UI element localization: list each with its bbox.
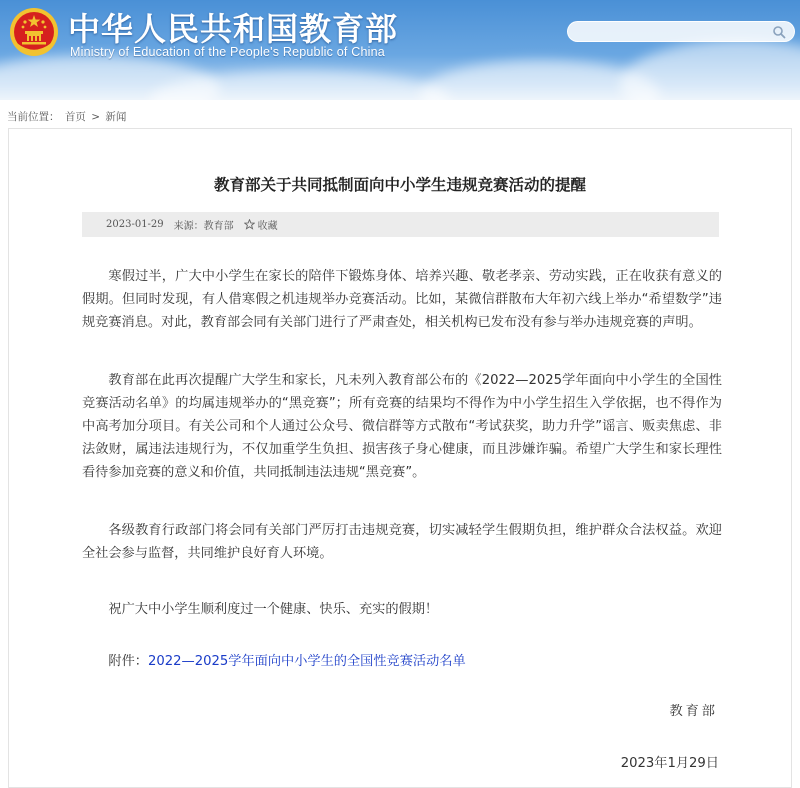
signature: 教育部 — [669, 704, 718, 719]
star-icon — [244, 219, 255, 230]
attachment-label: 附件： — [108, 654, 148, 669]
favorite-button[interactable] — [244, 217, 278, 232]
breadcrumb — [7, 109, 128, 124]
attachment-link[interactable]: 2022—2025学年面向中小学生的全国性竞赛活动名单 — [147, 654, 466, 669]
article-paragraph: 祝广大中小学生顺利度过一个健康、快乐、充实的假期！ — [108, 602, 439, 617]
article-paragraph: 教育部在此再次提醒广大学生和家长，凡未列入教育部公布的《2022—2025学年面向中小学生的全国性竞赛活动名单》的均属违规举办的“黑竞赛”；所有竞赛的结果均不得作为中小学生招生入学依据，也不得作为中高考加分项目。有关公司和个人通过公众号、微信群等方式散布“考试获奖，助力升学”谣言、贩卖焦虑、非法敛财，属违法违规行为，不仅加重学生负担、损害孩子身心健康，而且涉嫌诈骗。希望广大学生和家长理性看待参加竞赛的意义和价值，共同抵制违法违规“黑竞赛”。 — [82, 373, 722, 480]
article-title: 教育部关于共同抵制面向中小学生违规竞赛活动的提醒 — [213, 176, 586, 194]
article-meta-bar — [82, 212, 719, 237]
search-icon[interactable] — [772, 25, 786, 39]
breadcrumb-home-link[interactable]: 首页 — [64, 111, 86, 123]
favorite-label: 收藏 — [257, 221, 278, 232]
sign-date: 2023年1月29日 — [620, 756, 719, 771]
site-header — [0, 0, 800, 100]
site-title[interactable]: 中华人民共和国教育部 — [68, 10, 399, 48]
breadcrumb-prefix: 当前位置： — [7, 111, 60, 123]
breadcrumb-separator: > — [91, 111, 100, 123]
article-source-label: 来源： — [173, 221, 204, 232]
article-source: 教育部 — [203, 221, 234, 232]
breadcrumb-news-link[interactable]: 新闻 — [105, 111, 127, 123]
article-paragraph: 各级教育行政部门将会同有关部门严厉打击违规竞赛，切实减轻学生假期负担，维护群众合法权益。欢迎全社会参与监督，共同维护良好育人环境。 — [82, 523, 722, 561]
article-date: 2023-01-29 — [106, 219, 164, 230]
search-input[interactable] — [567, 21, 795, 42]
national-emblem-icon[interactable] — [8, 6, 60, 58]
site-subtitle: Ministry of Education of the People's Republic of China — [70, 45, 385, 59]
attachment-line — [82, 650, 722, 673]
article-paragraph: 寒假过半，广大中小学生在家长的陪伴下锻炼身体、培养兴趣、敬老孝亲、劳动实践，正在收获有意义的假期。但同时发现，有人借寒假之机违规举办竞赛活动。比如，某微信群散布大年初六线上举办“希望数学”违规竞赛消息。对此，教育部会同有关部门进行了严肃查处，相关机构已发布没有参与举办违规竞赛的声明。 — [82, 269, 722, 330]
